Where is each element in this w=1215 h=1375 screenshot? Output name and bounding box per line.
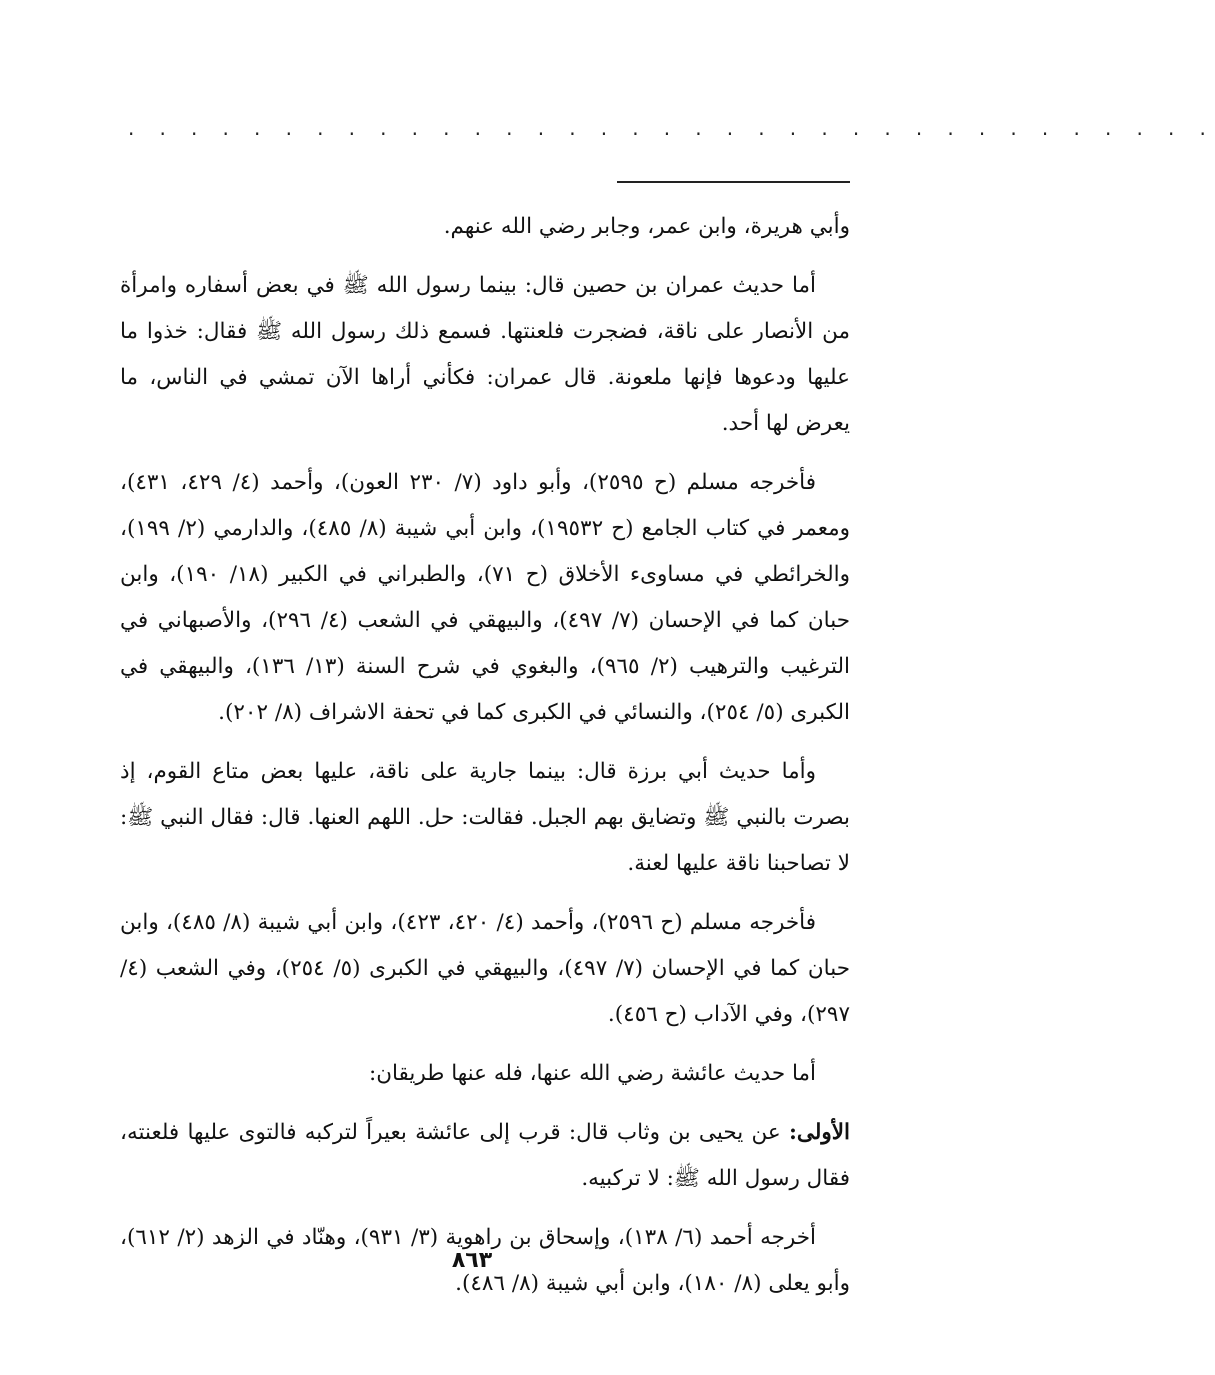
first-path-heading: الأولى: [788, 1120, 850, 1145]
footnote-rule [617, 181, 850, 183]
page-number: ٨٦٣ [451, 1248, 493, 1273]
paragraph-aisha-first-path [120, 1110, 850, 1202]
paragraph-continuation: وأبي هريرة، وابن عمر، وجابر رضي الله عنهم. [443, 214, 850, 239]
paragraph-imran-takhrij: فأخرجه مسلم (ح ٢٥٩٥)، وأبو داود (٧/ ٢٣٠ العون)، وأحمد (٤/ ٤٢٩، ٤٣١)، ومعمر في كتاب الجامع (ح ١٩٥٣٢)، وابن أبي شيبة (٨/ ٤٨٥)، والدارمي (٢/ ١٩٩)، والخرائطي في مساوىء الأخلاق (ح ٧١)، والطبراني في الكبير (١٨/ ١٩٠)، وابن حبان كما في الإحسان (٧/ ٤٩٧)، والبيهقي في الشعب (٤/ ٢٩٦)، والأصبهاني في الترغيب والترهيب (٢/ ٩٦٥)، والبغوي في شرح السنة (١٣/ ١٣٦)، والبيهقي في الكبرى (٥/ ٢٥٤)، والنسائي في الكبرى كما في تحفة الاشراف (٨/ ٢٠٢). [120, 470, 851, 725]
separator-dots: . . . . . . . . . . . . . . . . . . . . . . . . . . . . . . . . . . . [128, 116, 1215, 140]
first-path-text: عن يحيى بن وثاب قال: قرب إلى عائشة بعيراً لتركبه فالتوى عليها فلعنته، فقال رسول الله ﷺ: لا تركبيه. [120, 1120, 850, 1191]
paragraph-abu-barza-hadith: وأما حديث أبي برزة قال: بينما جارية على ناقة، عليها بعض متاع القوم، إذ بصرت بالنبي ﷺ وتضايق بهم الجبل. فقالت: حل. اللهم العنها. قال: فقال النبي ﷺ: لا تصاحبنا ناقة عليها لعنة. [120, 759, 850, 876]
paragraph-abu-barza-takhrij: فأخرجه مسلم (ح ٢٥٩٦)، وأحمد (٤/ ٤٢٠، ٤٢٣)، وابن أبي شيبة (٨/ ٤٨٥)، وابن حبان كما في الإحسان (٧/ ٤٩٧)، والبيهقي في الكبرى (٥/ ٢٥٤)، وفي الشعب (٤/ ٢٩٧)، وفي الآداب (ح ٤٥٦). [120, 910, 850, 1027]
paragraph-imran-hadith: أما حديث عمران بن حصين قال: بينما رسول الله ﷺ في بعض أسفاره وامرأة من الأنصار على ناقة، فضجرت فلعنتها. فسمع ذلك رسول الله ﷺ فقال: خذوا ما عليها ودعوها فإنها ملعونة. قال عمران: فكأني أراها الآن تمشي في الناس، ما يعرض لها أحد. [120, 273, 850, 436]
paragraph-aisha-intro: أما حديث عائشة رضي الله عنها، فله عنها طريقان: [368, 1061, 816, 1086]
page-body [120, 204, 850, 1320]
paragraph-aisha-takhrij: أخرجه أحمد (٦/ ١٣٨)، وإسحاق بن راهوية (٣/ ٩٣١)، وهنّاد في الزهد (٢/ ٦١٢)، وأبو يعلى (٨/ ١٨٠)، وابن أبي شيبة (٨/ ٤٨٦). [120, 1225, 850, 1296]
